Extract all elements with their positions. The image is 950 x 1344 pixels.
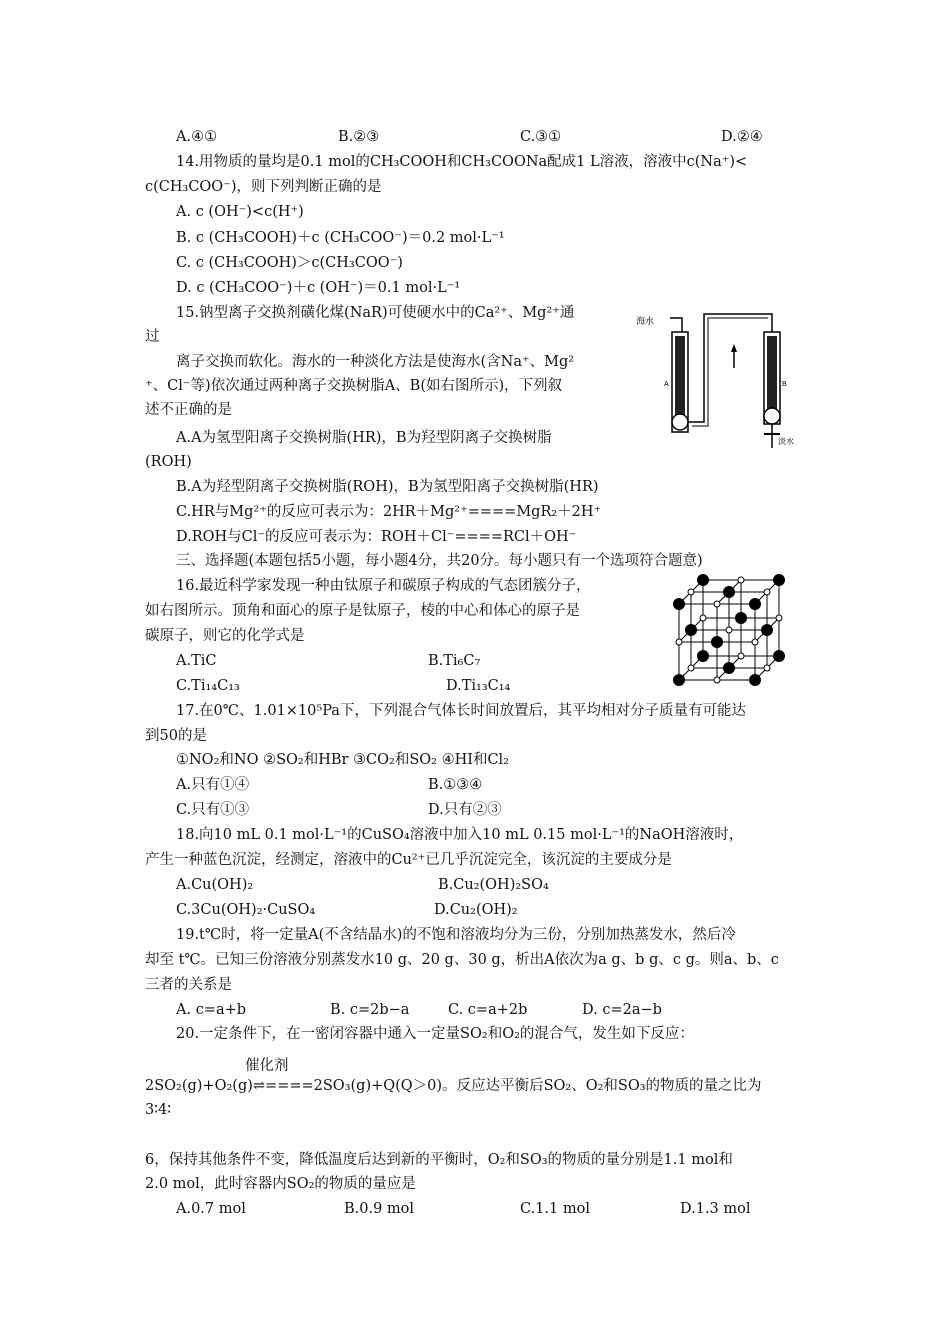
q20-option-d: D.1.3 mol <box>680 1201 751 1217</box>
q13-option-a: A.④① <box>176 129 218 145</box>
q16-option-a: A.TiC <box>176 653 217 669</box>
q15-stem-line1: 15.钠型离子交换剂磺化煤(NaR)可使硬水中的Ca²⁺、Mg²⁺通 <box>176 305 575 321</box>
q15-option-b: B.A为羟型阴离子交换树脂(ROH)，B为氢型阳离子交换树脂(HR) <box>176 479 599 495</box>
q19-stem-line1: 19.t℃时，将一定量A(不含结晶水)的不饱和溶液均分为三份，分别加热蒸发水，然后冷 <box>176 927 736 943</box>
q15-stem-line2: 过 <box>145 329 160 345</box>
q18-stem-line2: 产生一种蓝色沉淀，经测定，溶液中的Cu²⁺已几乎沉淀完全，该沉淀的主要成分是 <box>145 852 672 868</box>
catalyst-label: 催化剂 <box>245 1058 289 1074</box>
label-seawater: 海水 <box>636 316 655 326</box>
q13-option-d: D.②④ <box>721 129 763 145</box>
q20-equation-line: 2SO₂(g)+O₂(g)⇌====2SO₃(g)+Q(Q＞0)。反应达平衡后SO₂、O₂和SO₃的物质的量之比为 <box>145 1078 762 1094</box>
q15-option-a-line2: (ROH) <box>145 454 192 470</box>
q15-option-d: D.ROH与Cl⁻的反应可表示为：ROH＋Cl⁻====RCl＋OH⁻ <box>176 529 577 545</box>
q14-option-b: B. c (CH₃COOH)＋c (CH₃COO⁻)＝0.2 mol·L⁻¹ <box>176 230 505 246</box>
q20-ratio-line: 3∶4∶ <box>145 1102 171 1118</box>
ti-c-cluster-diagram <box>665 570 795 695</box>
q20-option-a: A.0.7 mol <box>176 1201 246 1217</box>
q17-option-d: D.只有②③ <box>428 802 502 818</box>
q20-option-b: B.0.9 mol <box>344 1201 415 1217</box>
label-freshwater: 淡水 <box>778 437 794 446</box>
ion-exchange-diagram <box>630 310 794 460</box>
q15-stem-line3: 离子交换而软化。海水的一种淡化方法是使海水(含Na⁺、Mg² <box>176 354 575 370</box>
q16-option-b: B.Ti₆C₇ <box>428 653 481 669</box>
q17-option-c: C.只有①③ <box>176 802 250 818</box>
q19-stem-line3: 三者的关系是 <box>145 977 232 993</box>
q20-stem-line1: 20.一定条件下，在一密闭容器中通入一定量SO₂和O₂的混合气，发生如下反应： <box>176 1026 694 1042</box>
label-column-b: B <box>782 381 787 388</box>
q18-stem-line1: 18.向10 mL 0.1 mol·L⁻¹的CuSO₄溶液中加入10 mL 0.15 mol·L⁻¹的NaOH溶液时， <box>176 827 744 843</box>
q15-option-a-line1: A.A为氢型阳离子交换树脂(HR)，B为羟型阴离子交换树脂 <box>176 430 552 446</box>
q17-stem-line1: 17.在0℃、1.01×10⁵Pa下，下列混合气体长时间放置后，其平均相对分子质量有可能达 <box>176 703 746 719</box>
q17-option-b: B.①③④ <box>428 777 483 793</box>
q16-option-c: C.Ti₁₄C₁₃ <box>176 678 240 694</box>
q16-stem-line1: 16.最近科学家发现一种由钛原子和碳原子构成的气态团簇分子， <box>176 578 591 594</box>
q19-stem-line2: 却至 t℃。已知三份溶液分别蒸发水10 g、20 g、30 g，析出A依次为a g、b g、c g。则a、b、c <box>145 952 779 968</box>
q17-stem-line3: ①NO₂和NO ②SO₂和HBr ③CO₂和SO₂ ④HI和Cl₂ <box>176 752 509 768</box>
q13-option-b: B.②③ <box>338 129 380 145</box>
q14-stem-line2: c(CH₃COO⁻)，则下列判断正确的是 <box>145 179 382 195</box>
q14-option-c: C. c (CH₃COOH)＞c(CH₃COO⁻) <box>176 255 403 271</box>
q16-stem-line2: 如右图所示。顶角和面心的原子是钛原子，棱的中心和体心的原子是 <box>145 603 580 619</box>
q15-stem-line5: 述不正确的是 <box>145 402 232 418</box>
q19-option-b: B. c=2b−a <box>330 1002 410 1018</box>
q17-option-a: A.只有①④ <box>176 777 250 793</box>
q20-stem-line4: 6，保持其他条件不变，降低温度后达到新的平衡时，O₂和SO₃的物质的量分别是1.1 mol和 <box>145 1152 733 1168</box>
q16-stem-line3: 碳原子，则它的化学式是 <box>145 628 305 644</box>
q15-stem-line4: ⁺、Cl⁻等)依次通过两种离子交换树脂A、B(如右图所示)，下列叙 <box>145 378 563 394</box>
q18-option-c: C.3Cu(OH)₂·CuSO₄ <box>176 902 316 918</box>
q16-option-d: D.Ti₁₃C₁₄ <box>446 678 511 694</box>
q14-stem-line1: 14.用物质的量均是0.1 mol的CH₃COOH和CH₃COONa配成1 L溶液，溶液中c(Na⁺)< <box>176 154 748 170</box>
section-3-header: 三、选择题(本题包括5小题，每小题4分，共20分。每小题只有一个选项符合题意) <box>176 553 703 569</box>
q18-option-b: B.Cu₂(OH)₂SO₄ <box>438 877 549 893</box>
q18-option-a: A.Cu(OH)₂ <box>176 877 254 893</box>
q14-option-a: A. c (OH⁻)<c(H⁺) <box>176 204 304 220</box>
q20-option-c: C.1.1 mol <box>520 1201 590 1217</box>
q13-option-c: C.③① <box>520 129 562 145</box>
q18-option-d: D.Cu₂(OH)₂ <box>434 902 518 918</box>
q19-option-d: D. c=2a−b <box>582 1002 662 1018</box>
q19-option-a: A. c=a+b <box>176 1002 247 1018</box>
q14-option-d: D. c (CH₃COO⁻)＋c (OH⁻)＝0.1 mol·L⁻¹ <box>176 280 461 296</box>
q17-stem-line2: 到50的是 <box>145 728 207 744</box>
q19-option-c: C. c=a+2b <box>448 1002 528 1018</box>
q15-option-c: C.HR与Mg²⁺的反应可表示为：2HR＋Mg²⁺====MgR₂＋2H⁺ <box>176 504 602 520</box>
q20-stem-line5: 2.0 mol，此时容器内SO₂的物质的量应是 <box>145 1176 416 1192</box>
label-column-a: A <box>664 381 669 388</box>
